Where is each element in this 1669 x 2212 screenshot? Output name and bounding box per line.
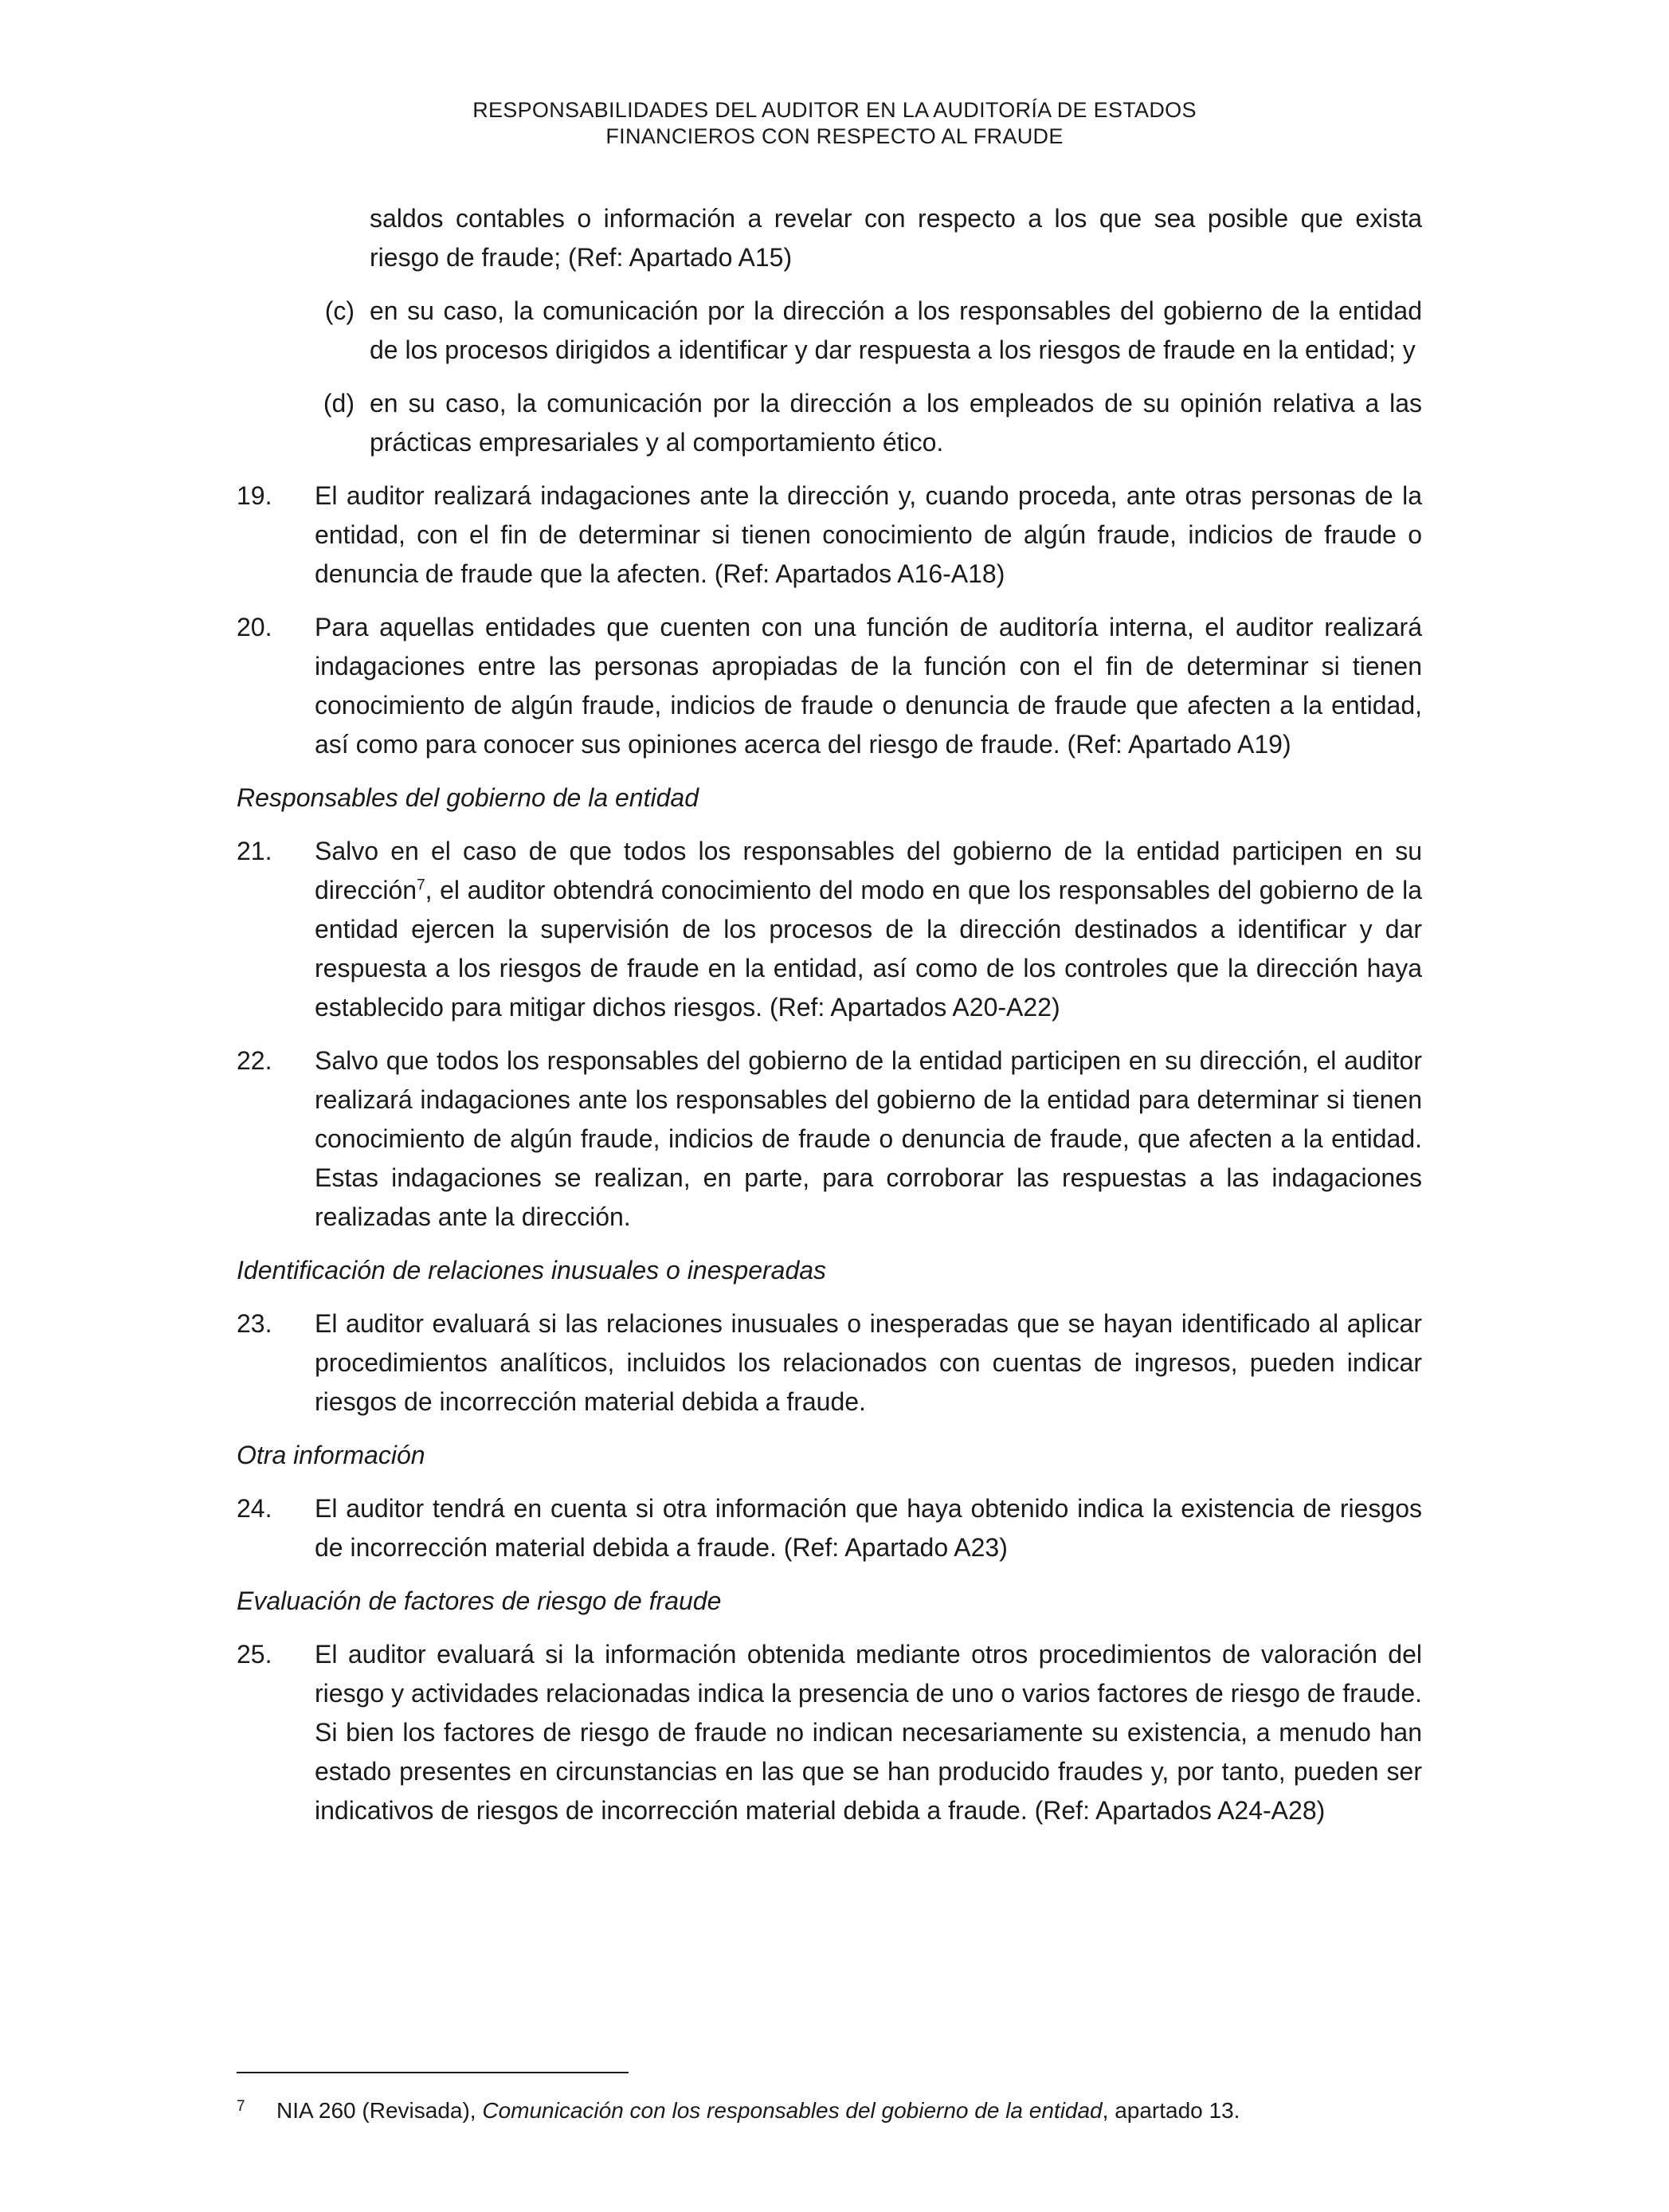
sub-item-d [237,384,1422,462]
footnote-cited-title: Comunicación con los responsables del gobierno de la entidad [482,2098,1103,2123]
section-heading-gobierno: Responsables del gobierno de la entidad [237,783,699,812]
footnote-text [276,2096,1240,2126]
section-heading-otra: Otra información [237,1441,425,1469]
paragraph-20 [237,608,1422,764]
continuation-paragraph: saldos contables o información a revelar con respecto a los que sea posible que exista riesgo de fraude; (Ref: Apartado A15) [370,204,1422,272]
paragraph-25 [237,1635,1422,1830]
section-heading-relaciones: Identificación de relaciones inusuales o inesperadas [237,1256,827,1284]
paragraph-number: 19. [237,481,272,510]
sub-item-text: en su caso, la comunicación por la dirección a los empleados de su opinión relativa a las prácticas empresariales y al comportamiento ético. [370,389,1422,457]
running-header [0,97,1669,150]
header-line-2: FINANCIEROS CON RESPECTO AL FRAUDE [605,124,1064,148]
document-body [237,199,1422,1845]
paragraph-23 [237,1304,1422,1422]
paragraph-text: El auditor tendrá en cuenta si otra información que haya obtenido indica la existencia de riesgos de incorrección material debida a fraude. (Ref: Apartado A23) [315,1494,1422,1562]
sub-item-marker: (c) [324,296,355,325]
sub-item-marker: (d) [323,389,355,418]
sub-item-c [237,292,1422,370]
paragraph-21 [237,832,1422,1027]
paragraph-text: Para aquellas entidades que cuenten con una función de auditoría interna, el auditor realizará indagaciones entre las personas apropiadas de la función con el fin de determinar si tienen conocimiento de algún fraude, indicios de fraude o denuncia de fraude que afecten a la entidad, así como para conocer sus opiniones acerca del riesgo de fraude. (Ref: Apartado A19) [315,613,1422,759]
paragraph-number: 21. [237,837,272,865]
footnote-text-start: NIA 260 (Revisada), [276,2098,483,2123]
header-line-1: RESPONSABILIDADES DEL AUDITOR EN LA AUDITORÍA DE ESTADOS [472,98,1197,122]
footnote-reference[interactable]: 7 [417,877,425,894]
section-heading-factores: Evaluación de factores de riesgo de fraude [237,1586,722,1615]
paragraph-text [315,832,1422,1027]
paragraph-24 [237,1489,1422,1567]
footnote-separator [237,2072,629,2073]
paragraph-text: Salvo que todos los responsables del gobierno de la entidad participen en su dirección, el auditor realizará indagaciones ante los responsables del gobierno de la entidad para determinar si tienen conocimiento de algún fraude, indicios de fraude o denuncia de fraude, que afecten a la entidad. Estas indagaciones se realizan, en parte, para corroborar las respuestas a las indagaciones realizadas ante la dirección. [315,1046,1422,1231]
footnote [237,2096,1432,2126]
paragraph-number: 22. [237,1046,272,1075]
paragraph-text: El auditor evaluará si la información obtenida mediante otros procedimientos de valoración del riesgo y actividades relacionadas indica la presencia de uno o varios factores de riesgo de fraude. Si bien los factores de riesgo de fraude no indican necesariamente su existencia, a menudo han estado presentes en circunstancias en las que se han producido fraudes y, por tanto, pueden ser indicativos de riesgos de incorrección material debida a fraude. (Ref: Apartados A24-A28) [315,1640,1422,1825]
paragraph-number: 25. [237,1640,272,1669]
footnote-marker: 7 [237,2098,245,2115]
paragraph-number: 20. [237,613,272,641]
paragraph-text: El auditor realizará indagaciones ante la dirección y, cuando proceda, ante otras personas de la entidad, con el fin de determinar si tienen conocimiento de algún fraude, indicios de fraude o denuncia de fraude que la afecten. (Ref: Apartados A16-A18) [315,481,1422,588]
paragraph-number: 23. [237,1309,272,1338]
paragraph-text-end: , el auditor obtendrá conocimiento del modo en que los responsables del gobierno de la entidad ejercen la supervisión de los procesos de la dirección destinados a identificar y dar respuesta a los riesgos de fraude en la entidad, así como de los controles que la dirección haya establecido para mitigar dichos riesgos. (Ref: Apartados A20-A22) [315,876,1422,1022]
paragraph-text-start: Salvo en el caso de que todos los responsables del gobierno de la entidad participen en su dirección [315,837,1422,904]
paragraph-19 [237,477,1422,594]
paragraph-number: 24. [237,1494,272,1523]
sub-item-text: en su caso, la comunicación por la dirección a los responsables del gobierno de la entidad de los procesos dirigidos a identificar y dar respuesta a los riesgos de fraude en la entidad; y [370,296,1422,364]
footnote-text-end: , apartado 13. [1102,2098,1240,2123]
paragraph-22 [237,1041,1422,1237]
paragraph-text: El auditor evaluará si las relaciones inusuales o inesperadas que se hayan identificado al aplicar procedimientos analíticos, incluidos los relacionados con cuentas de ingresos, pueden indicar riesgos de incorrección material debida a fraude. [315,1309,1422,1416]
